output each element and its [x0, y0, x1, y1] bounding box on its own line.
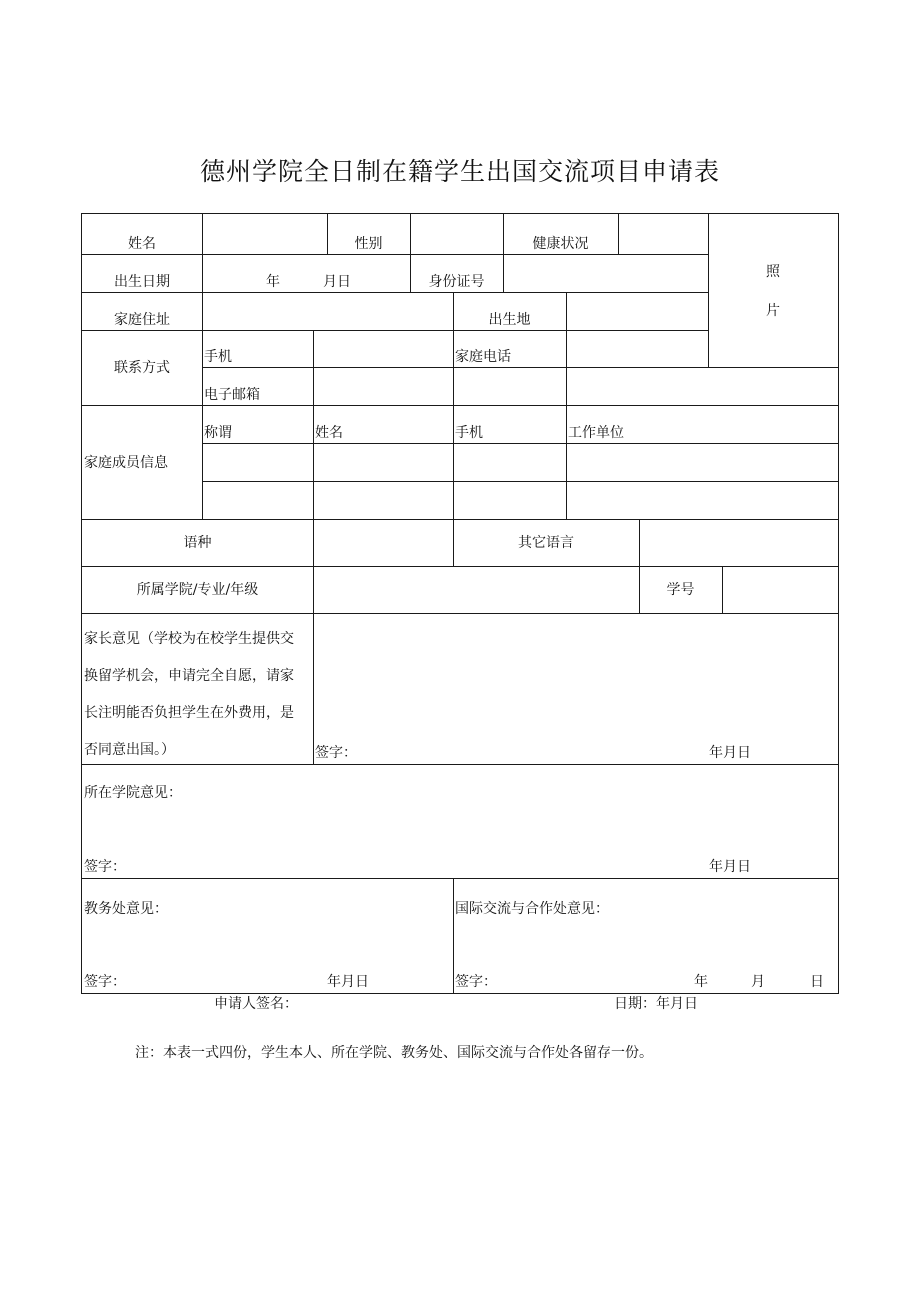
international-opinion-input[interactable]	[454, 922, 838, 972]
language-input[interactable]	[314, 520, 453, 566]
application-form	[81, 213, 839, 994]
photo-box[interactable]	[709, 215, 838, 367]
international-date-month: 月	[751, 974, 765, 990]
photo-label-1: 照	[766, 264, 780, 280]
other-language-input[interactable]	[640, 520, 838, 566]
email-label: 电子邮箱	[204, 387, 260, 403]
family-col-relation: 称谓	[204, 425, 232, 441]
health-input[interactable]	[619, 215, 708, 254]
address-input[interactable]	[203, 293, 453, 330]
parent-opinion-line-1: 家长意见（学校为在校学生提供交	[84, 631, 294, 647]
college-major-grade-label: 所属学院/专业/年级	[136, 582, 259, 598]
family-col-employer: 工作单位	[568, 425, 624, 441]
family-row-2[interactable]	[203, 482, 838, 519]
health-label: 健康状况	[532, 236, 589, 252]
international-date-year: 年	[694, 974, 708, 990]
academic-affairs-date-label: 年月日	[327, 974, 369, 990]
idcard-input[interactable]	[504, 255, 708, 292]
international-opinion-label: 国际交流与合作处意见：	[455, 901, 609, 917]
gender-label: 性别	[354, 236, 383, 252]
college-major-grade-input[interactable]	[314, 567, 639, 613]
name-label: 姓名	[128, 236, 156, 252]
parent-opinion-input[interactable]	[314, 614, 838, 742]
student-id-label: 学号	[666, 582, 695, 598]
parent-sign-label: 签字：	[315, 745, 357, 761]
birth-date-input[interactable]	[203, 255, 410, 292]
birth-monthday-label: 月日	[323, 274, 351, 290]
birthplace-label: 出生地	[488, 312, 531, 328]
gender-input[interactable]	[411, 215, 503, 254]
applicant-sign-label: 申请人签名：	[214, 996, 298, 1012]
address-label: 家庭住址	[114, 312, 170, 328]
family-col-mobile: 手机	[455, 425, 483, 441]
footer-date-label: 年月日	[656, 996, 698, 1012]
email-input[interactable]	[314, 368, 453, 405]
birthplace-input[interactable]	[567, 293, 708, 330]
home-phone-label: 家庭电话	[455, 349, 511, 365]
contact-label: 联系方式	[114, 360, 170, 376]
birth-date-label: 出生日期	[114, 274, 170, 290]
page-title: 德州学院全日制在籍学生出国交流项目申请表	[199, 157, 720, 186]
parent-opinion-line-2: 换留学机会，申请完全自愿，请家	[84, 668, 294, 684]
family-row-1[interactable]	[203, 444, 838, 481]
parent-opinion-line-4: 否同意出国。）	[84, 742, 175, 758]
academic-affairs-opinion-input[interactable]	[83, 922, 453, 972]
birth-year-label: 年	[266, 274, 280, 290]
parent-opinion-text	[84, 621, 312, 769]
idcard-label: 身份证号	[428, 274, 485, 290]
email-input-ext2[interactable]	[567, 368, 838, 405]
college-opinion-label: 所在学院意见：	[84, 785, 182, 801]
academic-affairs-sign-label: 签字：	[84, 974, 126, 990]
footer-note: 注：本表一式四份，学生本人、所在学院、教务处、国际交流与合作处各留存一份。	[135, 1045, 653, 1061]
parent-opinion-line-3: 长注明能否负担学生在外费用，是	[84, 705, 294, 721]
college-date-label: 年月日	[709, 859, 751, 875]
college-opinion-input[interactable]	[83, 806, 838, 856]
academic-affairs-opinion-label: 教务处意见：	[84, 901, 168, 917]
family-label: 家庭成员信息	[84, 455, 168, 471]
international-date-day: 日	[810, 974, 824, 990]
other-language-label: 其它语言	[518, 535, 574, 551]
family-col-name: 姓名	[315, 425, 343, 441]
language-label: 语种	[183, 535, 212, 551]
photo-label-2: 片	[766, 303, 780, 319]
home-phone-input[interactable]	[567, 331, 708, 367]
footer-date-prefix: 日期：	[614, 996, 656, 1012]
mobile-label: 手机	[204, 349, 232, 365]
mobile-input[interactable]	[314, 331, 453, 367]
college-sign-label: 签字：	[84, 859, 126, 875]
student-id-input[interactable]	[723, 567, 838, 613]
international-sign-label: 签字：	[455, 974, 497, 990]
parent-date-label: 年月日	[709, 745, 751, 761]
name-input[interactable]	[203, 215, 327, 254]
footer-date	[614, 995, 698, 1013]
email-input-ext[interactable]	[454, 368, 566, 405]
